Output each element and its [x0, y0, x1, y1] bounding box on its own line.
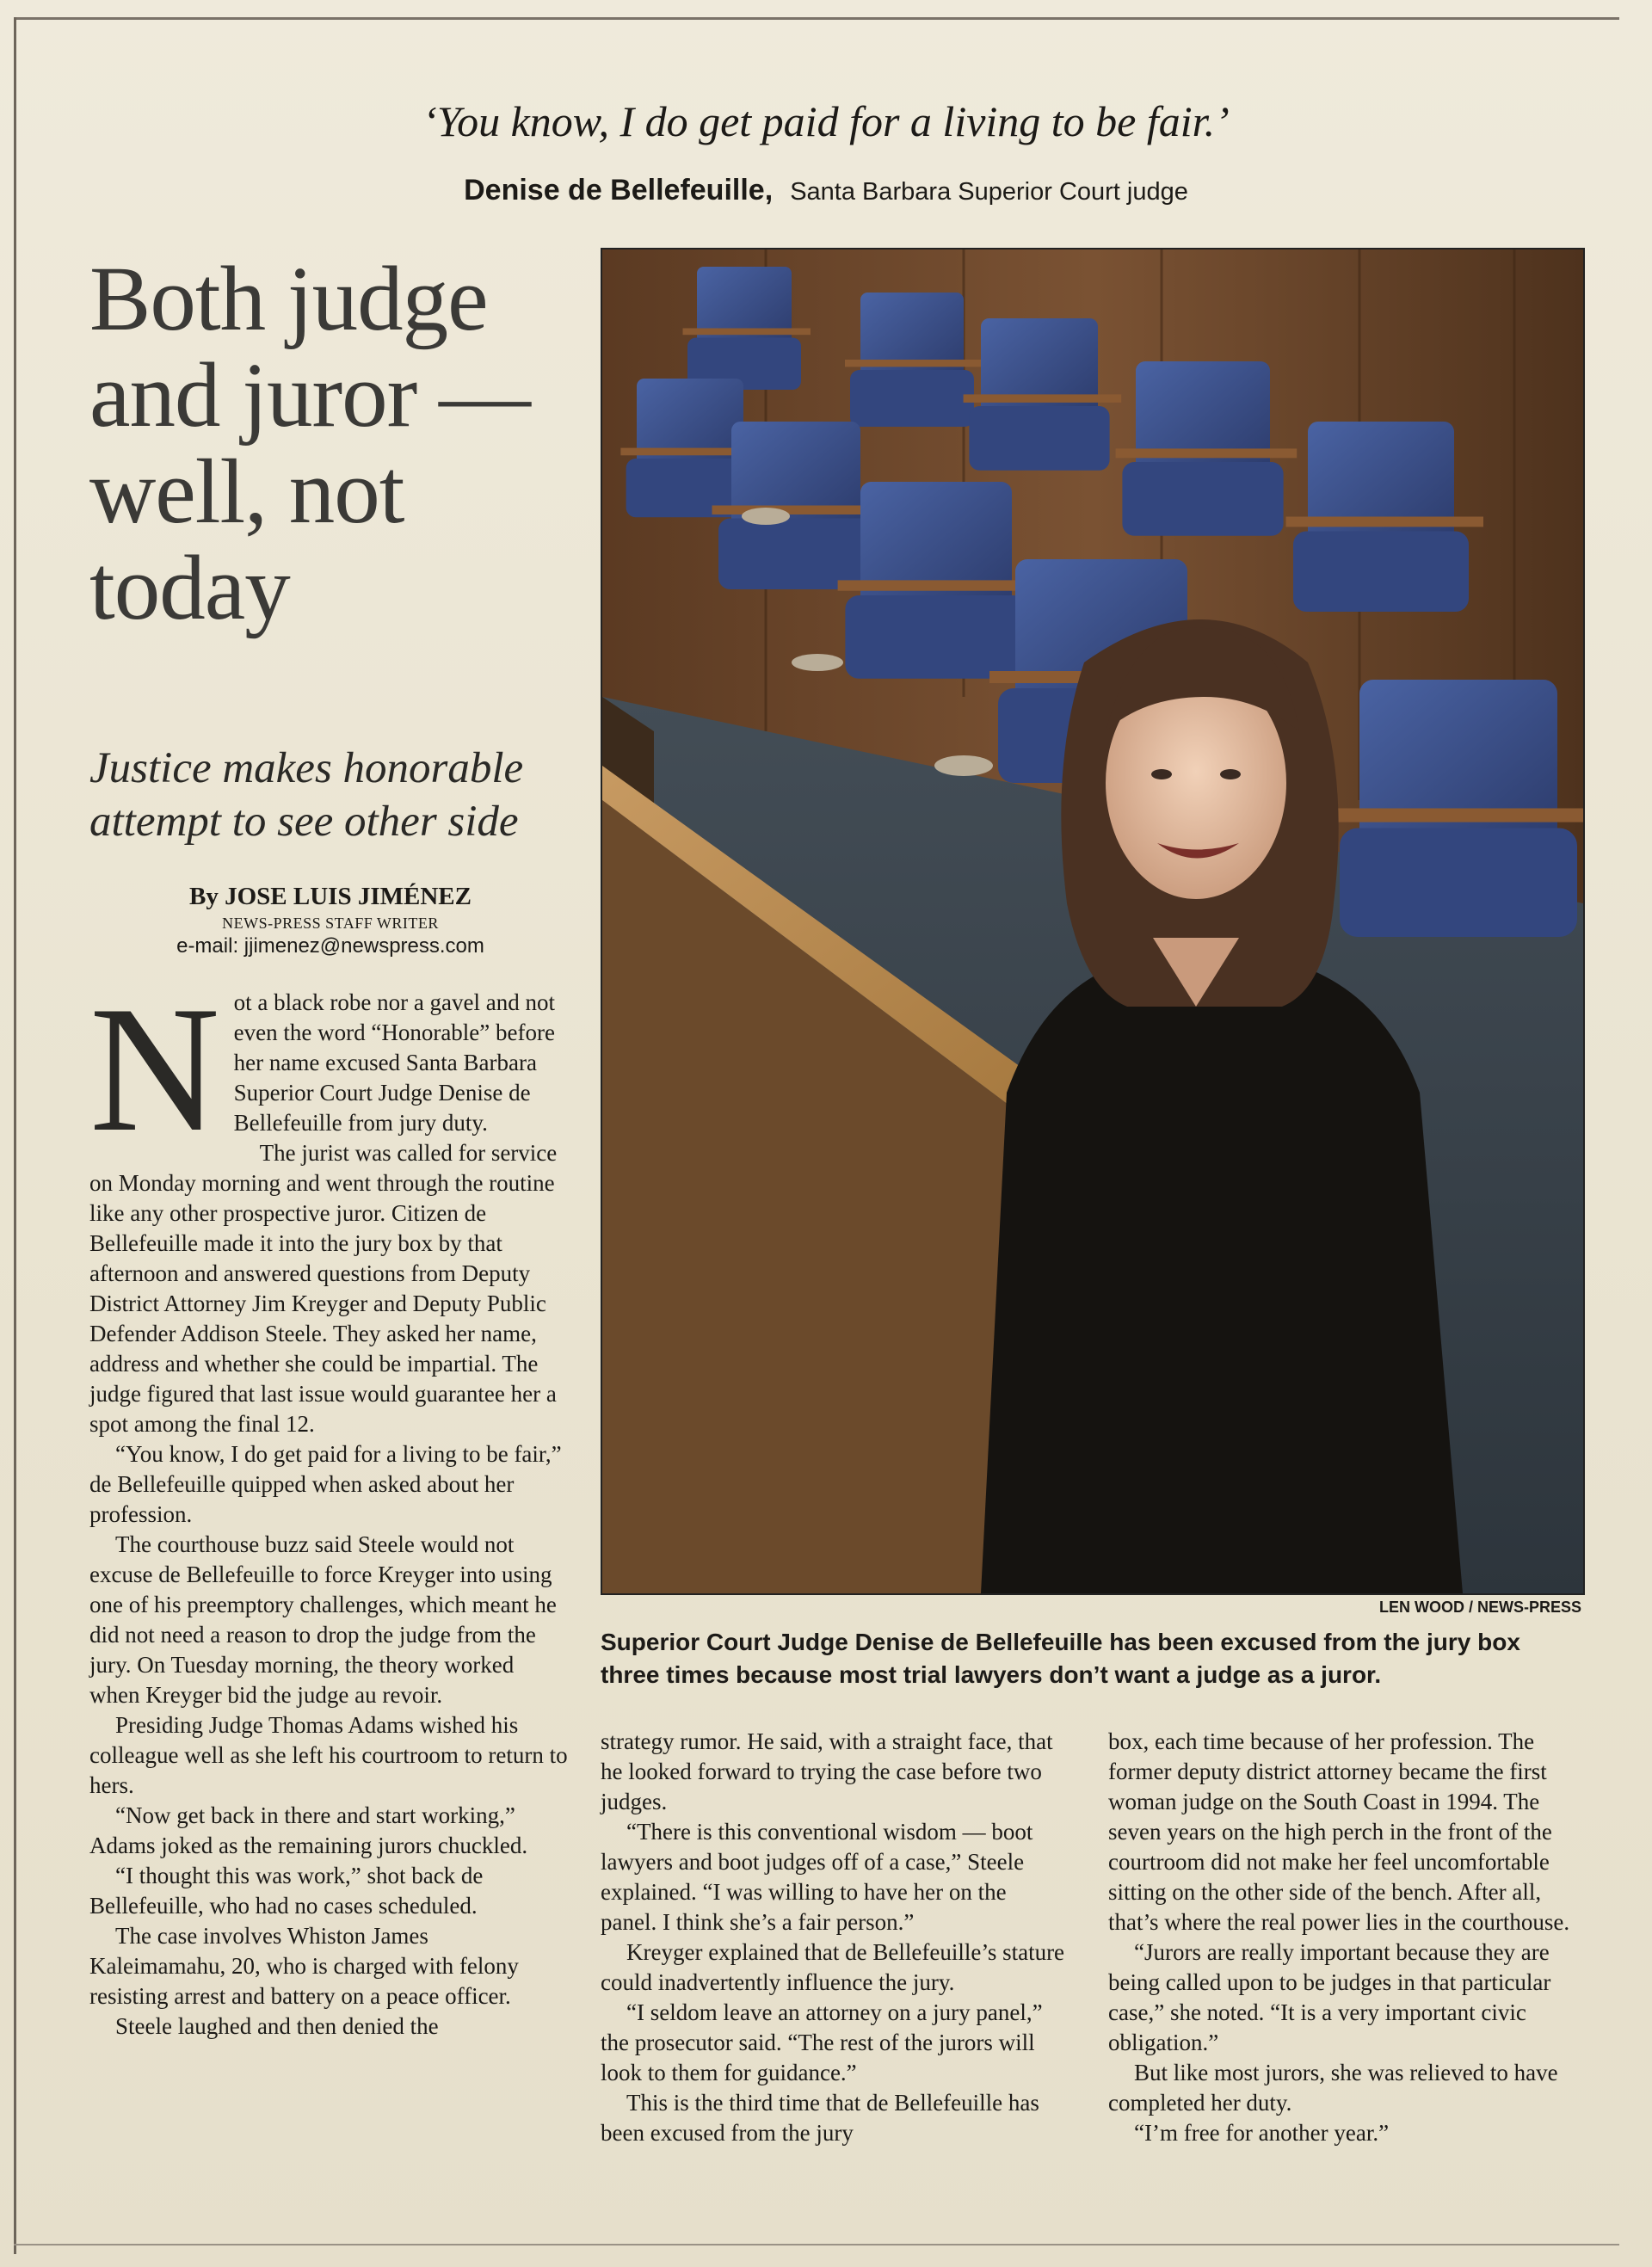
paragraph: ot a black robe nor a gavel and not even the word “Honorable” before her name excused Santa Barbara Superior Court Judge Denise de Bellefeuille from jury duty. — [233, 989, 556, 1136]
photo-credit: LEN WOOD / NEWS-PRESS — [1378, 1599, 1581, 1616]
paragraph: This is the third time that de Bellefeuille has been excused from the jury — [601, 2090, 1039, 2146]
article-column-1 — [89, 970, 568, 2042]
page-border-top — [14, 17, 1619, 20]
attribution-name: Denise de Bellefeuille, — [464, 174, 774, 206]
article-column-2 — [601, 1727, 1065, 2148]
paragraph: “Now get back in there and start working,” Adams joked as the remaining jurors chuckled. — [89, 1802, 528, 1858]
photo-caption: Superior Court Judge Denise de Bellefeuille has been excused from the jury box three times because most trial lawyers don’t want a judge as a juror. — [601, 1629, 1520, 1688]
quote-attribution — [0, 174, 1652, 207]
page-border-bottom — [14, 2244, 1619, 2245]
paragraph: Presiding Judge Thomas Adams wished his colleague well as she left his courtroom to return to hers. — [89, 1712, 568, 1798]
paragraph: Steele laughed and then denied the — [115, 2013, 439, 2039]
subheadline: Justice makes honorable attempt to see other side — [89, 744, 524, 846]
byline-author: By JOSE LUIS JIMÉNEZ — [189, 883, 472, 910]
headline: Both judge and juror — well, not today — [89, 249, 530, 639]
paragraph: The courthouse buzz said Steele would not excuse de Bellefeuille to force Kreyger into using one of his preemptory challenges, which meant he did not need a reason to drop the judge from the jury. On Tuesday morning, the theory worked when Kreyger bid the judge au revoir. — [89, 1531, 557, 1708]
paragraph: The jurist was called for service on Monday morning and went through the routine like any other prospective juror. Citizen de Bellefeuille made it into the jury box by that afternoon and answered questions from Deputy District Attorney Jim Kreyger and Deputy Public Defender Addison Steele. They asked her name, address and whether she could be impartial. The judge figured that last issue would guarantee her a spot among the final 12. — [89, 1140, 558, 1437]
photo-illustration — [602, 249, 1583, 1593]
attribution-title: Santa Barbara Superior Court judge — [790, 178, 1188, 206]
byline-role: NEWS-PRESS STAFF WRITER — [222, 915, 439, 932]
paragraph: “I’m free for another year.” — [1134, 2120, 1390, 2146]
paragraph: “You know, I do get paid for a living to be fair,” de Bellefeuille quipped when asked about her profession. — [89, 1441, 562, 1527]
byline-email: e-mail: jjimenez@newspress.com — [176, 934, 484, 958]
paragraph: box, each time because of her profession. The former deputy district attorney became the first woman judge on the South Coast in 1994. The seven years on the high perch in the front of the courtroom did not make her feel uncomfortable sitting on the other side of the bench. After all, that’s where the real power lies in the courthouse. — [1108, 1728, 1570, 1935]
pull-quote: ‘You know, I do get paid for a living to be fair.’ — [422, 97, 1230, 145]
paragraph: strategy rumor. He said, with a straight face, that he looked forward to trying the case before two judges. — [601, 1728, 1053, 1814]
page-border-left — [14, 17, 16, 2254]
paragraph: “There is this conventional wisdom — boot lawyers and boot judges off of a case,” Steele explained. “I was willing to have her on the panel. I think she’s a fair person.” — [601, 1819, 1033, 1935]
paragraph: Kreyger explained that de Bellefeuille’s stature could inadvertently influence the jury. — [601, 1939, 1065, 1995]
paragraph: “I thought this was work,” shot back de Bellefeuille, who had no cases scheduled. — [89, 1863, 484, 1919]
byline — [89, 883, 571, 958]
article-column-3 — [1108, 1727, 1580, 2148]
paragraph: “Jurors are really important because they are being called upon to be judges in that particular case,” she noted. “It is a very important civic obligation.” — [1108, 1939, 1551, 2055]
paragraph: But like most jurors, she was relieved to have completed her duty. — [1108, 2060, 1558, 2116]
paragraph: The case involves Whiston James Kaleimamahu, 20, who is charged with felony resisting arrest and battery on a peace officer. — [89, 1923, 519, 2009]
paragraph: “I seldom leave an attorney on a jury panel,” the prosecutor said. “The rest of the jurors will look to them for guidance.” — [601, 1999, 1043, 2085]
courtroom-photo — [601, 248, 1585, 1595]
drop-cap: N — [89, 970, 220, 1169]
